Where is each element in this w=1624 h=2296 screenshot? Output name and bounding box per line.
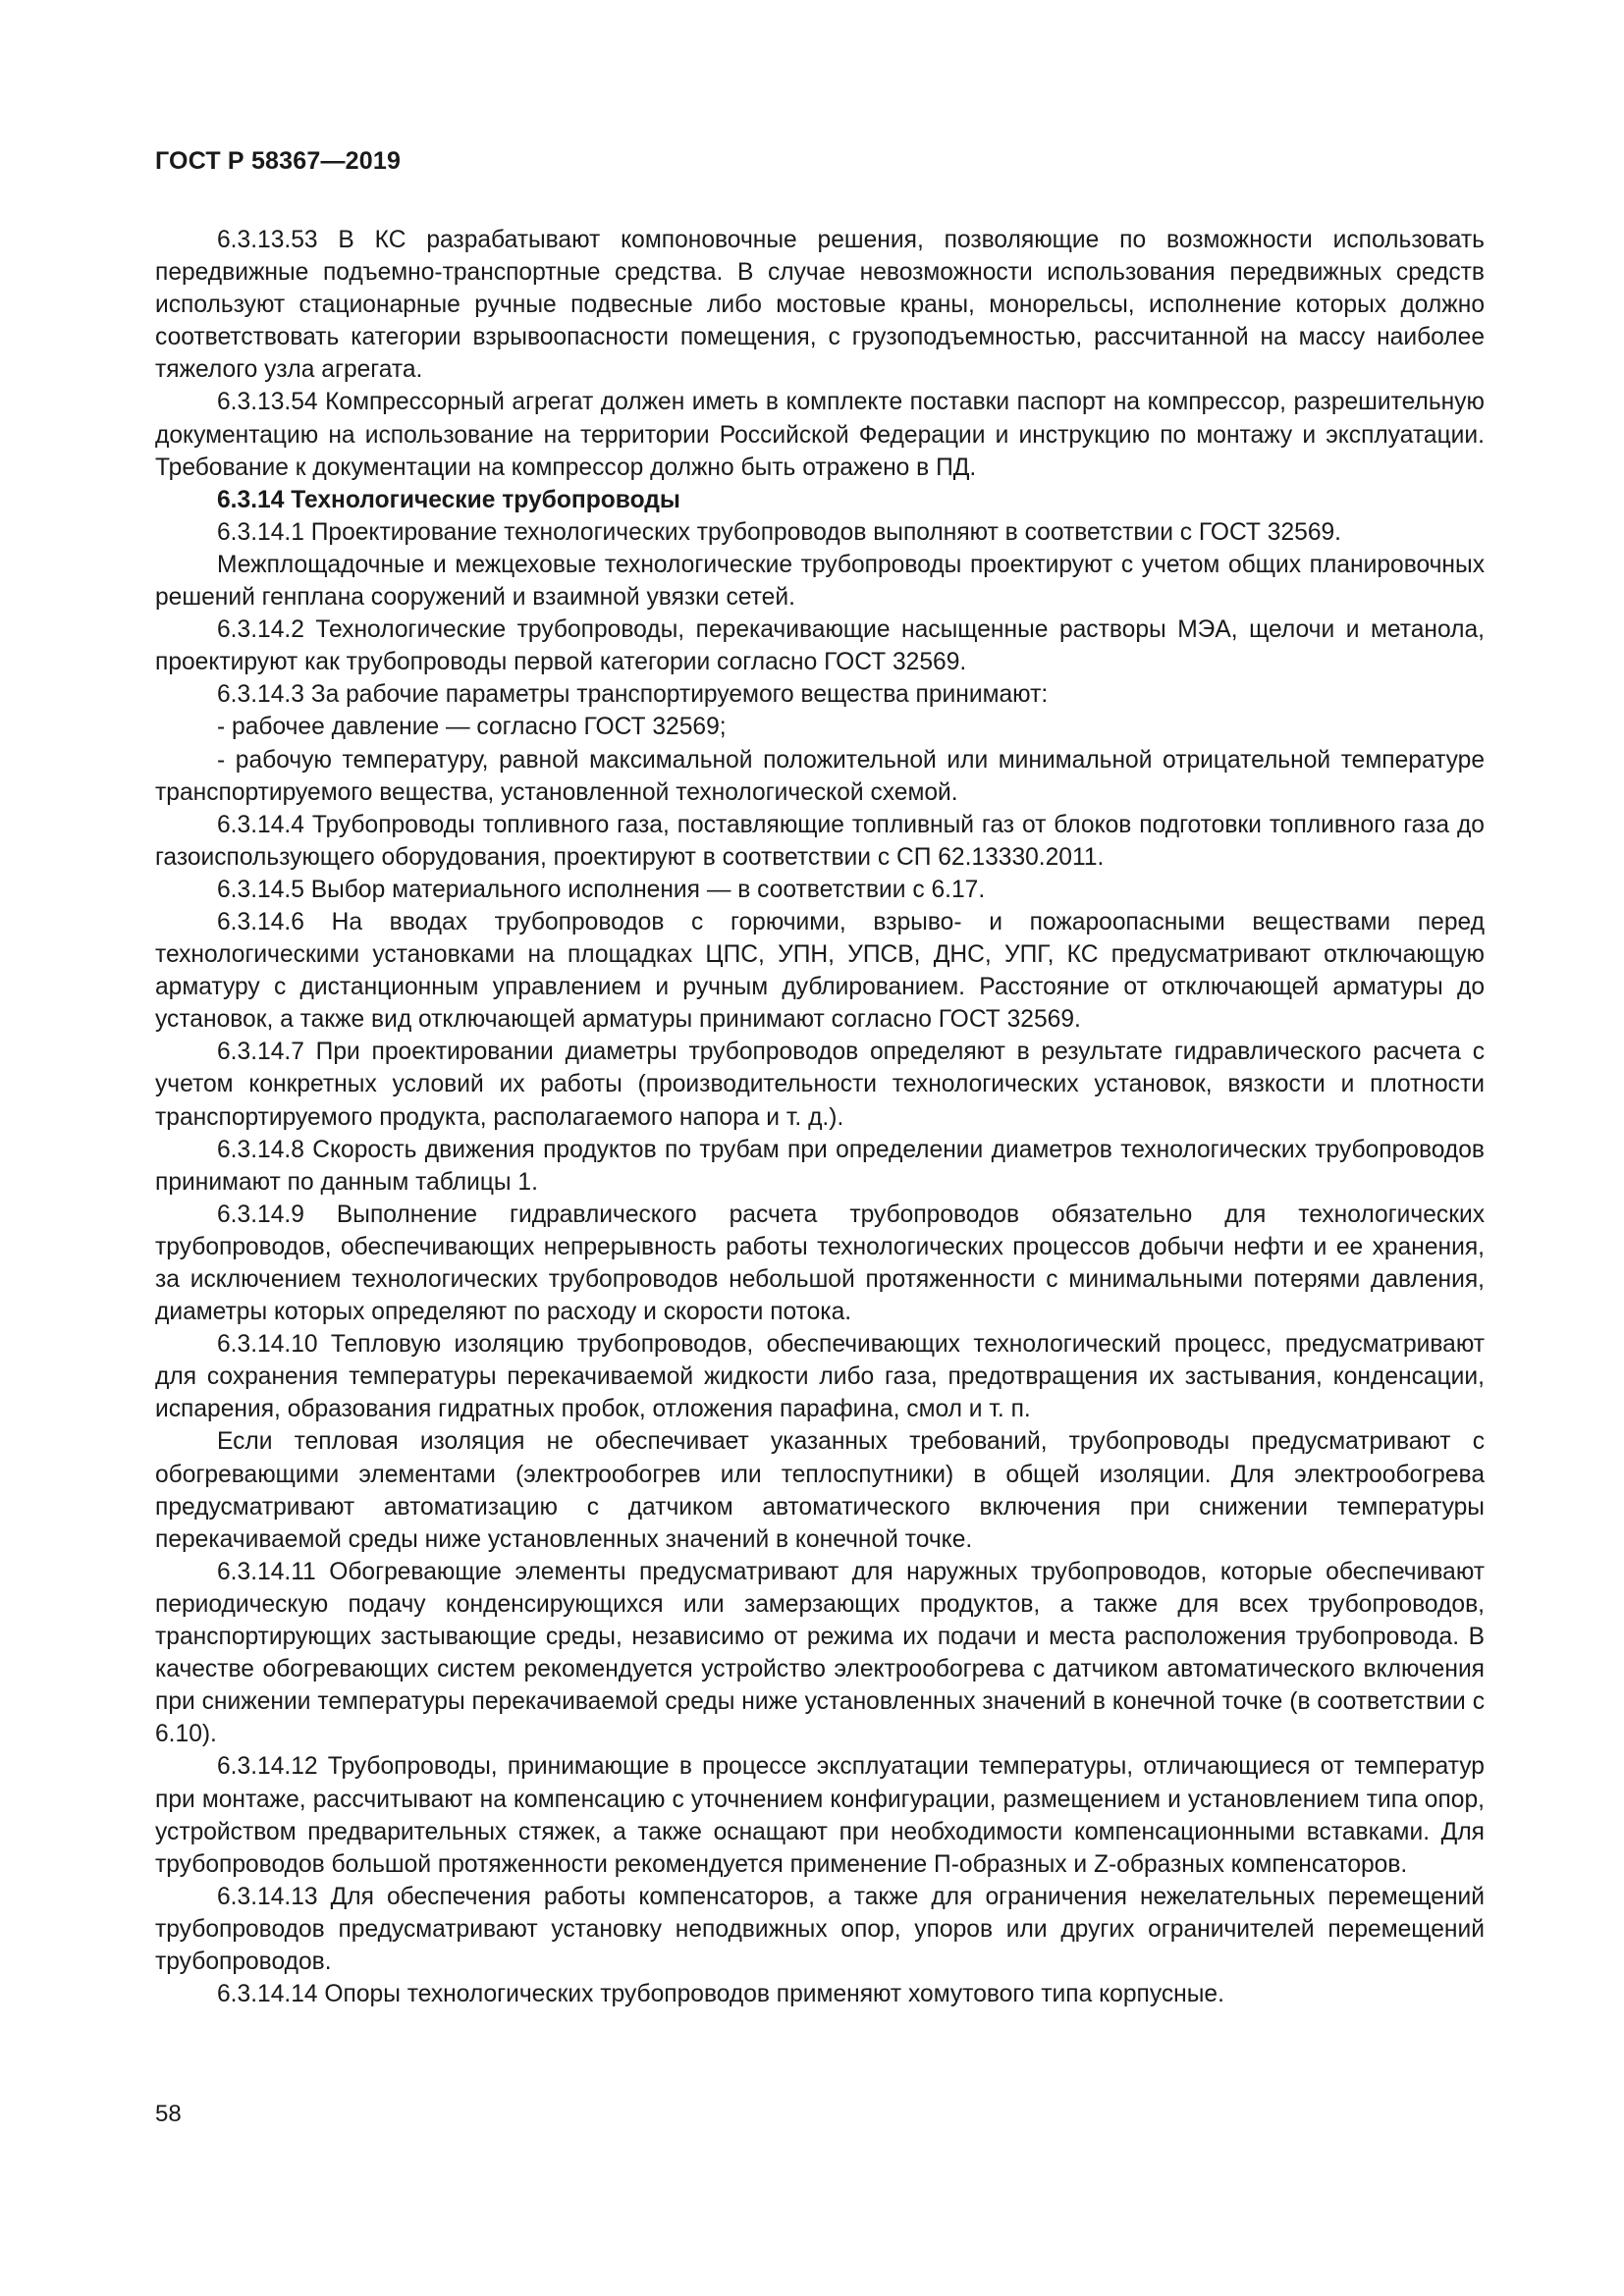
paragraph-6-3-14-12: 6.3.14.12 Трубопроводы, принимающие в процессе эксплуатации температуры, отличающиеся от температур при монтаже, рассчитывают на компенсацию с уточнением конфигурации, размещением и установлением типа опор, устройством предварительных стяжек, а также оснащают при необходимости компенсационными вставками. Для трубопроводов большой протяженности рекомендуется применение П-образных и Z-образных компенсаторов. <box>155 1753 1485 1878</box>
paragraph-6-3-13-54: 6.3.13.54 Компрессорный агрегат должен иметь в комплекте поставки паспорт на компрессор, разрешительную документацию на использование на территории Российской Федерации и инструкцию по монтажу и эксплуатации. Требование к документации на компрессор должно быть отражено в ПД. <box>155 389 1485 481</box>
paragraph-6-3-14-6: 6.3.14.6 На вводах трубопроводов с горючими, взрыво- и пожароопасными веществами перед технологическими установками на площадках ЦПС, УПН, УПСВ, ДНС, УПГ, КС предусматривают отключающую арматуру с дистанционным управлением и ручным дублированием. Расстояние от отключающей арматуры до установок, а также вид отключающей арматуры принимают согласно ГОСТ 32569. <box>155 908 1485 1034</box>
paragraph-6-3-14-5: 6.3.14.5 Выбор материального исполнения — в соответствии с 6.17. <box>217 876 986 903</box>
paragraph-6-3-14-4: 6.3.14.4 Трубопроводы топливного газа, поставляющие топливный газ от блоков подготовки топливного газа до газоиспользующего оборудования, проектируют в соответствии с СП 62.13330.2011. <box>155 811 1485 871</box>
paragraph-6-3-14-8: 6.3.14.8 Скорость движения продуктов по трубам при определении диаметров технологических трубопроводов принимают по данным таблицы 1. <box>155 1136 1485 1196</box>
paragraph-6-3-14-14: 6.3.14.14 Опоры технологических трубопроводов применяют хомутового типа корпусные. <box>217 1981 1224 2008</box>
list-item-temperature: - рабочую температуру, равной максимальной положительной или минимальной отрицательной температуре транспортируемого вещества, установленной технологической схемой. <box>155 746 1485 806</box>
section-heading-6-3-14: 6.3.14 Технологические трубопроводы <box>217 486 680 513</box>
paragraph-6-3-14-11: 6.3.14.11 Обогревающие элементы предусматривают для наружных трубопроводов, которые обеспечивают периодическую подачу конденсирующихся или замерзающих продуктов, а также для всех трубопроводов, транспортирующих застывающие среды, независимо от режима их подачи и места расположения трубопровода. В качестве обогревающих систем рекомендуется устройство электрообогрева с датчиком автоматического включения при снижении температуры перекачиваемой среды ниже установленных значений в конечной точке (в соответствии с 6.10). <box>155 1558 1485 1748</box>
paragraph-heat-insulation-note: Если тепловая изоляция не обеспечивает указанных требований, трубопроводы предусматривают с обогревающими элементами (электрообогрев или теплоспутники) в общей изоляции. Для электрообогрева предусматривают автоматизацию с датчиком автоматического включения при снижении температуры перекачиваемой среды ниже установленных значений в конечной точке. <box>155 1428 1485 1553</box>
paragraph-6-3-14-3: 6.3.14.3 За рабочие параметры транспортируемого вещества принимают: <box>217 681 1049 709</box>
paragraph-6-3-14-13: 6.3.14.13 Для обеспечения работы компенсаторов, а также для ограничения нежелательных перемещений трубопроводов предусматривают установку неподвижных опор, упоров или других ограничителей перемещений трубопроводов. <box>155 1883 1485 1975</box>
paragraph-6-3-14-2: 6.3.14.2 Технологические трубопроводы, перекачивающие насыщенные растворы МЭА, щелочи и метанола, проектируют как трубопроводы первой категории согласно ГОСТ 32569. <box>155 616 1485 676</box>
paragraph-6-3-14-10: 6.3.14.10 Тепловую изоляцию трубопроводов, обеспечивающих технологический процесс, предусматривают для сохранения температуры перекачиваемой жидкости либо газа, предотвращения их застывания, конденсации, испарения, образования гидратных пробок, отложения парафина, смол и т. п. <box>155 1331 1485 1423</box>
paragraph-6-3-13-53: 6.3.13.53 В КС разрабатывают компоновочные решения, позволяющие по возможности использовать передвижные подъемно-транспортные средства. В случае невозможности использования передвижных средств используют стационарные ручные подвесные либо мостовые краны, монорельсы, исполнение которых должно соответствовать категории взрывоопасности помещения, с грузоподъемностью, рассчитанной на массу наиболее тяжелого узла агрегата. <box>155 227 1485 384</box>
standard-id-header: ГОСТ Р 58367—2019 <box>155 147 402 175</box>
list-item-pressure: - рабочее давление — согласно ГОСТ 32569; <box>217 714 727 741</box>
paragraph-6-3-14-7: 6.3.14.7 При проектировании диаметры трубопроводов определяют в результате гидравлического расчета с учетом конкретных условий их работы (производительности технологических установок, вязкости и плотности транспортируемого продукта, располагаемого напора и т. д.). <box>155 1039 1485 1131</box>
paragraph-6-3-14-1: 6.3.14.1 Проектирование технологических трубопроводов выполняют в соответствии с ГОСТ 32569. <box>217 518 1342 546</box>
document-body <box>155 224 1485 2010</box>
paragraph-6-3-14-9: 6.3.14.9 Выполнение гидравлического расчета трубопроводов обязательно для технологических трубопроводов, обеспечивающих непрерывность работы технологических процессов добычи нефти и ее хранения, за исключением технологических трубопроводов небольшой протяженности с минимальными потерями давления, диаметры которых определяют по расходу и скорости потока. <box>155 1201 1485 1326</box>
page-number: 58 <box>155 2101 182 2127</box>
paragraph-interplant-pipelines: Межплощадочные и межцеховые технологические трубопроводы проектируют с учетом общих планировочных решений генплана сооружений и взаимной увязки сетей. <box>155 551 1485 612</box>
